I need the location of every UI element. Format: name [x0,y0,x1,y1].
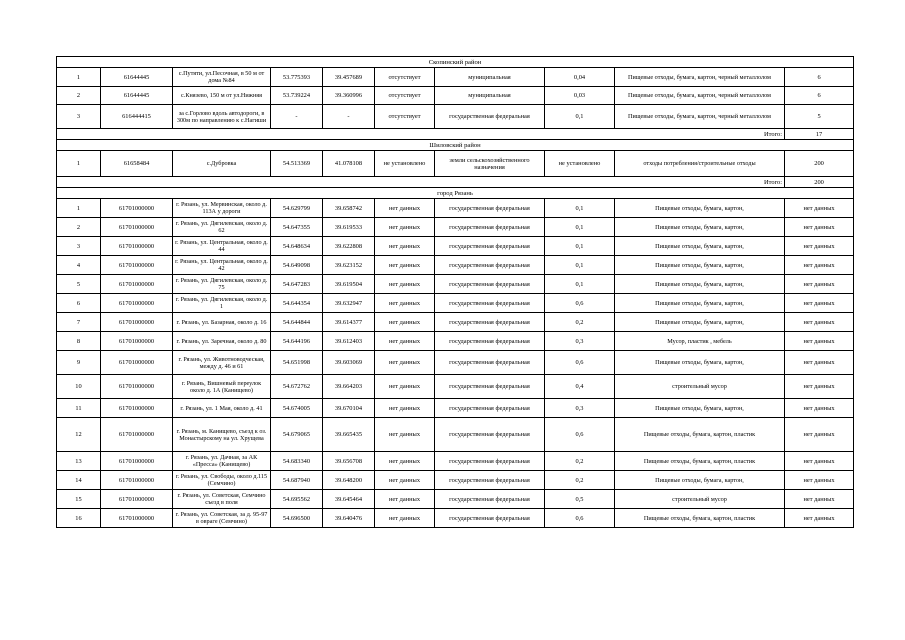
table-row [57,275,854,294]
table-cell: 54.651998 [271,351,323,375]
table-cell: 39.670104 [323,399,375,418]
table-row [57,237,854,256]
table-cell: 3 [57,105,101,129]
table-cell: государственная федеральная [435,105,545,129]
table-cell: 39.614377 [323,313,375,332]
table-cell: нет данных [375,256,435,275]
table-cell: 6 [785,87,854,105]
table-row [57,87,854,105]
table-cell: 61701000000 [101,294,173,313]
table-cell: Пищевые отходы, бумага, картон, пластик [615,452,785,471]
table-cell: 54.683340 [271,452,323,471]
table-row [57,399,854,418]
table-cell: 61701000000 [101,313,173,332]
table-cell: государственная федеральная [435,375,545,399]
table-row [57,490,854,509]
table-cell: 0,6 [545,294,615,313]
table-cell: 54.672762 [271,375,323,399]
table-cell: 13 [57,452,101,471]
table-cell: г. Рязань, ул. Дягилевская, около д. 75 [173,275,271,294]
table-cell: 39.648200 [323,471,375,490]
table-cell: 12 [57,418,101,452]
table-cell: государственная федеральная [435,275,545,294]
table-row [57,418,854,452]
table-cell: земли сельскохозяйственного назначения [435,151,545,177]
table-cell: 0,2 [545,313,615,332]
table-cell: 54.647355 [271,218,323,237]
table-cell: государственная федеральная [435,399,545,418]
table-cell: г. Рязань, ул. Животноводческая, между д. 46 и 61 [173,351,271,375]
table-cell: 54.644354 [271,294,323,313]
table-row [57,332,854,351]
table-cell: 61701000000 [101,332,173,351]
table-cell: 61701000000 [101,509,173,528]
table-cell: 14 [57,471,101,490]
table-cell: государственная федеральная [435,471,545,490]
table-cell: 54.695562 [271,490,323,509]
table-cell: государственная федеральная [435,199,545,218]
table-cell: - [323,105,375,129]
table-cell: государственная федеральная [435,332,545,351]
table-row [57,105,854,129]
table-cell: г. Рязань, ул. 1 Мая, около д. 41 [173,399,271,418]
table-cell: 61701000000 [101,351,173,375]
table-cell: 61701000000 [101,218,173,237]
table-cell: 6 [57,294,101,313]
table-cell: 39.658742 [323,199,375,218]
table-cell: 61701000000 [101,399,173,418]
table-cell: 61701000000 [101,418,173,452]
table-row [57,294,854,313]
table-row [57,452,854,471]
table-cell: г. Рязань, ул. Центральная, около д. 42 [173,256,271,275]
table-cell: Пищевые отходы, бумага, картон, [615,218,785,237]
table-cell: 53.775393 [271,68,323,87]
section-title: Шиловский район [57,140,854,151]
table-cell: 39.457689 [323,68,375,87]
table-cell: 39.623152 [323,256,375,275]
table-cell: нет данных [785,452,854,471]
table-cell: нет данных [375,452,435,471]
table-cell: 54.649098 [271,256,323,275]
table-cell: 10 [57,375,101,399]
table-cell: нет данных [375,199,435,218]
table-cell: не установлено [375,151,435,177]
table-cell: нет данных [375,218,435,237]
table-cell: 1 [57,68,101,87]
table-row [57,68,854,87]
table-cell: 0,04 [545,68,615,87]
table-cell: 0,6 [545,509,615,528]
table-cell: нет данных [785,399,854,418]
table-cell: Мусор, пластик , мебель [615,332,785,351]
total-value: 17 [785,129,854,140]
table-cell: 15 [57,490,101,509]
table-cell: г. Рязань, м. Канищево, съезд к оз. Монастырскому на ул. Хрущева [173,418,271,452]
table-cell: 54.674005 [271,399,323,418]
table-cell: 61701000000 [101,452,173,471]
table-row [57,375,854,399]
table-cell: нет данных [785,256,854,275]
section-header-row [57,57,854,68]
table-row [57,256,854,275]
table-cell: 54.647283 [271,275,323,294]
table-cell: 54.696500 [271,509,323,528]
table-cell: с.Путяти, ул.Песочная, в 50 м от дома №84 [173,68,271,87]
table-cell: 39.645464 [323,490,375,509]
table-cell: 0,4 [545,375,615,399]
table-cell: Пищевые отходы, бумага, картон, [615,275,785,294]
table-cell: 0,3 [545,332,615,351]
table-cell: 54.679065 [271,418,323,452]
table-cell: 0,2 [545,452,615,471]
table-cell: 39.632947 [323,294,375,313]
table-cell: нет данных [785,375,854,399]
table-cell: нет данных [785,490,854,509]
table-cell: г. Рязань, ул. Дачная, за АК «Пресса» (Канищево) [173,452,271,471]
table-cell: 61658484 [101,151,173,177]
table-cell: 39.622808 [323,237,375,256]
table-cell: 6 [785,68,854,87]
table-cell: г. Рязань, ул. Базарная, около д. 16 [173,313,271,332]
table-cell: нет данных [375,237,435,256]
table-cell: Пищевые отходы, бумага, картон, [615,399,785,418]
table-cell: 616444415 [101,105,173,129]
table-cell: нет данных [785,418,854,452]
table-cell: г. Рязань, ул. Дягилевская, около д. 62 [173,218,271,237]
table-cell: отходы потребления/строительные отходы [615,151,785,177]
total-row [57,177,854,188]
table-cell: 61701000000 [101,256,173,275]
table-cell: нет данных [375,351,435,375]
table-cell: Пищевые отходы, бумага, картон, черный металлолом [615,68,785,87]
table-cell: нет данных [785,294,854,313]
table-cell: 61701000000 [101,237,173,256]
table-cell: Пищевые отходы, бумага, картон, [615,351,785,375]
table-cell: отсутствует [375,87,435,105]
table-cell: нет данных [375,275,435,294]
total-label: Итого: [57,177,785,188]
table-cell: государственная федеральная [435,294,545,313]
table-cell: 54.687940 [271,471,323,490]
table-cell: нет данных [785,218,854,237]
table-cell: 9 [57,351,101,375]
total-label: Итого: [57,129,785,140]
table-cell: 0,6 [545,351,615,375]
table-cell: 39.664203 [323,375,375,399]
table-row [57,509,854,528]
table-cell: 39.665435 [323,418,375,452]
table-cell: муниципальная [435,87,545,105]
table-cell: 0,5 [545,490,615,509]
section-title: город Рязань [57,188,854,199]
table-cell: 11 [57,399,101,418]
table-cell: 61701000000 [101,275,173,294]
section-header-row [57,140,854,151]
table-cell: 54.644196 [271,332,323,351]
table-cell: с.Дубровка [173,151,271,177]
landfill-table [56,56,854,528]
table-cell: отсутствует [375,105,435,129]
table-cell: строительный мусор [615,490,785,509]
table-cell: 2 [57,218,101,237]
table-cell: 61644445 [101,87,173,105]
table-cell: 0,1 [545,218,615,237]
table-cell: нет данных [785,275,854,294]
table-cell: 61701000000 [101,471,173,490]
table-cell: Пищевые отходы, бумага, картон, [615,313,785,332]
table-cell: Пищевые отходы, бумага, картон, черный металлолом [615,87,785,105]
table-cell: нет данных [375,399,435,418]
table-cell: за с.Горлово вдоль автодороги, в 300м по направлению к с.Нагиши [173,105,271,129]
table-cell: 39.619533 [323,218,375,237]
table-cell: 39.640476 [323,509,375,528]
table-cell: Пищевые отходы, бумага, картон, [615,256,785,275]
table-cell: Пищевые отходы, бумага, картон, пластик [615,418,785,452]
table-cell: 0,1 [545,105,615,129]
table-row [57,351,854,375]
table-cell: Пищевые отходы, бумага, картон, [615,471,785,490]
table-cell: Пищевые отходы, бумага, картон, [615,199,785,218]
table-cell: 0,6 [545,418,615,452]
table-cell: 1 [57,151,101,177]
table-cell: 41.078108 [323,151,375,177]
table-cell: нет данных [785,332,854,351]
section-title: Скопинский район [57,57,854,68]
table-cell: г. Рязань, ул. Мервинская, около д. 113А у дороги [173,199,271,218]
table-cell: Пищевые отходы, бумага, картон, пластик [615,509,785,528]
table-cell: 1 [57,199,101,218]
table-cell: 39.360996 [323,87,375,105]
table-cell: государственная федеральная [435,509,545,528]
table-cell: 39.612403 [323,332,375,351]
table-cell: г. Рязань, Вишневый переулок около д. 1А (Канищево) [173,375,271,399]
table-cell: не установлено [545,151,615,177]
table-cell: г. Рязань, ул. Центральная, около д. 44 [173,237,271,256]
table-cell: муниципальная [435,68,545,87]
table-cell: 0,2 [545,471,615,490]
table-cell: нет данных [375,490,435,509]
table-cell: 61701000000 [101,375,173,399]
section-header-row [57,188,854,199]
table-cell: государственная федеральная [435,418,545,452]
table-row [57,218,854,237]
table-cell: 0,1 [545,237,615,256]
table-cell: 39.656708 [323,452,375,471]
table-cell: 8 [57,332,101,351]
table-cell: строительный мусор [615,375,785,399]
table-cell: - [271,105,323,129]
table-cell: 39.603069 [323,351,375,375]
table-cell: государственная федеральная [435,218,545,237]
table-cell: государственная федеральная [435,490,545,509]
table-cell: 0,3 [545,399,615,418]
table-cell: нет данных [375,313,435,332]
table-cell: 5 [57,275,101,294]
table-cell: 0,1 [545,199,615,218]
table-cell: 4 [57,256,101,275]
table-cell: государственная федеральная [435,313,545,332]
table-cell: с.Князево, 150 м от ул.Нижняя [173,87,271,105]
table-cell: г. Рязань, ул. Советская, за д. 95-97 в овраге (Семчино) [173,509,271,528]
table-cell: 61701000000 [101,199,173,218]
table-cell: нет данных [375,471,435,490]
table-cell: нет данных [785,471,854,490]
table-cell: 0,03 [545,87,615,105]
table-cell: 16 [57,509,101,528]
total-row [57,129,854,140]
table-cell: 61701000000 [101,490,173,509]
table-cell: 39.619504 [323,275,375,294]
table-cell: 53.739224 [271,87,323,105]
table-cell: нет данных [375,418,435,452]
table-cell: 54.513369 [271,151,323,177]
table-cell: 2 [57,87,101,105]
table-cell: государственная федеральная [435,237,545,256]
table-cell: нет данных [375,375,435,399]
data-sheet [56,56,853,528]
table-row [57,471,854,490]
table-row [57,313,854,332]
table-cell: 0,1 [545,256,615,275]
table-cell: 7 [57,313,101,332]
table-cell: г. Рязань, ул. Дягилевская, около д. 1 [173,294,271,313]
table-cell: 3 [57,237,101,256]
table-cell: 5 [785,105,854,129]
table-row [57,151,854,177]
table-cell: г. Рязань, ул. Свободы, около д.115 (Семчино) [173,471,271,490]
table-cell: государственная федеральная [435,256,545,275]
table-cell: государственная федеральная [435,452,545,471]
table-cell: нет данных [375,294,435,313]
table-cell: нет данных [785,199,854,218]
table-cell: 54.648634 [271,237,323,256]
table-cell: г. Рязань, ул. Советская, Семчино съезд в поля [173,490,271,509]
table-cell: Пищевые отходы, бумага, картон, [615,237,785,256]
table-cell: 54.644844 [271,313,323,332]
table-cell: 0,1 [545,275,615,294]
table-cell: 200 [785,151,854,177]
table-cell: г. Рязань, ул. Заречная, около д. 80 [173,332,271,351]
table-cell: Пищевые отходы, бумага, картон, [615,294,785,313]
table-cell: нет данных [785,313,854,332]
table-cell: нет данных [785,351,854,375]
table-cell: нет данных [375,509,435,528]
table-cell: Пищевые отходы, бумага, картон, черный металлолом [615,105,785,129]
table-cell: нет данных [375,332,435,351]
table-cell: нет данных [785,237,854,256]
total-value: 200 [785,177,854,188]
table-cell: 54.629799 [271,199,323,218]
table-cell: отсутствует [375,68,435,87]
table-row [57,199,854,218]
table-cell: нет данных [785,509,854,528]
table-cell: государственная федеральная [435,351,545,375]
table-cell: 61644445 [101,68,173,87]
